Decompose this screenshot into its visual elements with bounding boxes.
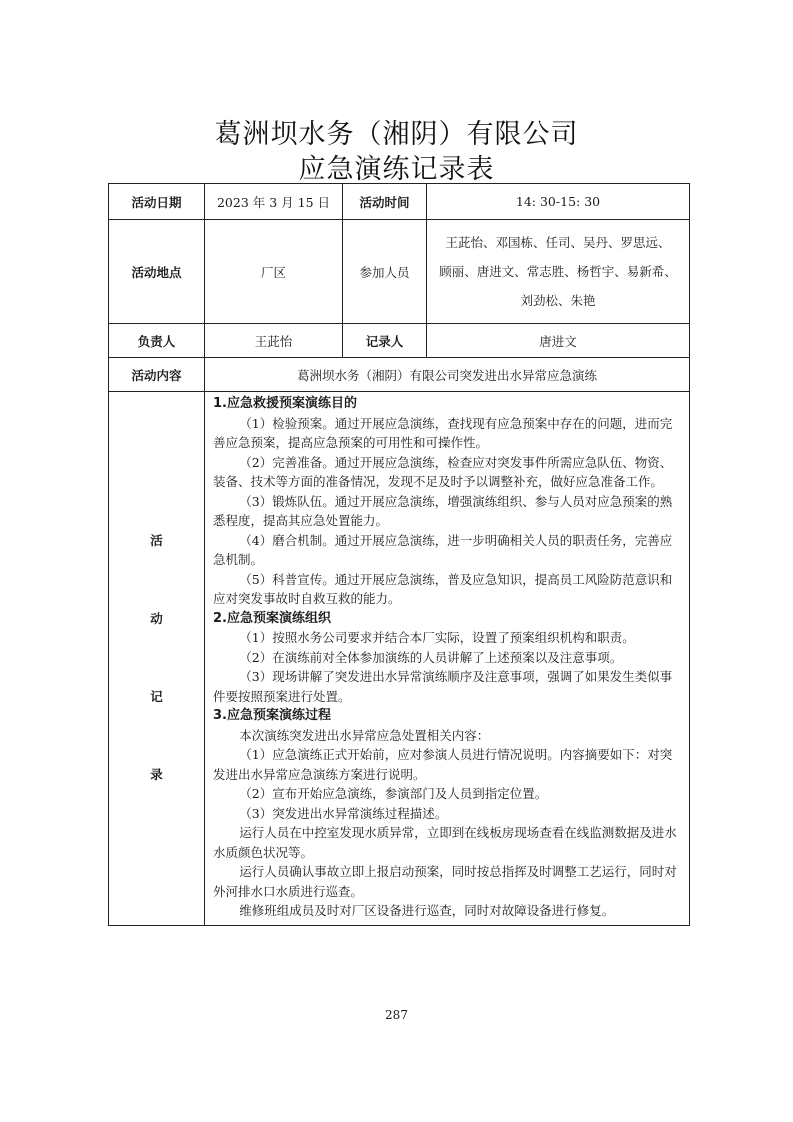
section-paragraph: 运行人员确认事故立即上报启动预案，同时按总指挥及时调整工艺运行，同时对外河排水口水质进行巡查。	[213, 864, 677, 899]
drill-record-table	[108, 183, 690, 926]
section-item: （1）检验预案。通过开展应急演练，查找现有应急预案中存在的问题，进而完善应急预案，提高应急预案的可用性和可操作性。	[213, 415, 673, 450]
section-item: （3）突发进出水异常演练过程描述。	[239, 805, 448, 821]
participants-line: 王茈怡、邓国栋、任司、吴丹、罗思远、	[445, 235, 671, 250]
participants-line: 顾丽、唐进文、常志胜、杨哲宇、易新希、	[439, 264, 677, 279]
record-label-char: 活	[150, 533, 163, 549]
record-label-char: 录	[150, 767, 163, 783]
section-paragraph: 维修班组成员及时对厂区设备进行巡查，同时对故障设备进行修复。	[239, 903, 615, 918]
time-label: 活动时间	[343, 184, 427, 220]
recorder-label: 记录人	[343, 324, 427, 358]
participants-line: 刘劲松、朱艳	[520, 293, 596, 308]
record-label-char: 记	[150, 689, 163, 705]
section-heading: 2.应急预案演练组织	[213, 610, 331, 626]
content-value: 葛洲坝水务（湘阴）有限公司突发进出水异常应急演练	[205, 358, 690, 392]
section-item: （1）按照水务公司要求并结合本厂实际，设置了预案组织机构和职责。	[239, 630, 635, 645]
owner-value: 王茈怡	[205, 324, 343, 358]
section-item: （3）现场讲解了突发进出水异常演练顺序及注意事项，强调了如果发生类似事件要按照预案进行处置。	[213, 669, 673, 704]
section-item: （2）宣布开始应急演练，参演部门及人员到指定位置。	[239, 786, 548, 801]
section-item: （3）锻炼队伍。通过开展应急演练，增强演练组织、参与人员对应急预案的熟悉程度，提高其应急处置能力。	[213, 493, 673, 528]
document-subtitle: 应急演练记录表	[298, 154, 495, 185]
participants-label: 参加人员	[343, 220, 427, 324]
record-label-char: 动	[150, 611, 163, 627]
participants-value	[427, 220, 690, 324]
location-label: 活动地点	[109, 220, 205, 324]
page-number: 287	[385, 1008, 408, 1022]
time-value: 14: 30-15: 30	[427, 184, 690, 220]
section-heading: 3.应急预案演练过程	[213, 708, 331, 723]
record-label	[109, 392, 205, 926]
date-value: 2023 年 3 月 15 日	[205, 184, 343, 220]
section-intro: 本次演练突发进出水异常应急处置相关内容：	[239, 727, 490, 743]
recorder-value: 唐进文	[427, 324, 690, 358]
date-label: 活动日期	[109, 184, 205, 220]
section-heading: 1.应急救援预案演练目的	[213, 396, 357, 411]
location-value: 厂区	[205, 220, 343, 324]
section-item: （4）磨合机制。通过开展应急演练，进一步明确相关人员的职责任务，完善应急机制。	[213, 532, 673, 567]
section-item: （1）应急演练正式开始前，应对参演人员进行情况说明。内容摘要如下：对突发进出水异常应急演练方案进行说明。	[213, 747, 673, 782]
section-item: （5）科普宣传。通过开展应急演练，普及应急知识，提高员工风险防范意识和应对突发事故时自救互救的能力。	[213, 571, 673, 606]
document-title: 葛洲坝水务（湘阴）有限公司	[214, 119, 579, 150]
section-paragraph: 运行人员在中控室发现水质异常，立即到在线板房现场查看在线监测数据及进水水质颜色状况等。	[213, 825, 677, 860]
owner-label: 负责人	[109, 324, 205, 358]
content-label: 活动内容	[109, 358, 205, 392]
record-content	[205, 392, 690, 926]
section-item: （2）在演练前对全体参加演练的人员讲解了上述预案以及注意事项。	[239, 649, 623, 665]
section-item: （2）完善准备。通过开展应急演练，检查应对突发事件所需应急队伍、物资、装备、技术等方面的准备情况，发现不足及时予以调整补充，做好应急准备工作。	[213, 454, 673, 489]
